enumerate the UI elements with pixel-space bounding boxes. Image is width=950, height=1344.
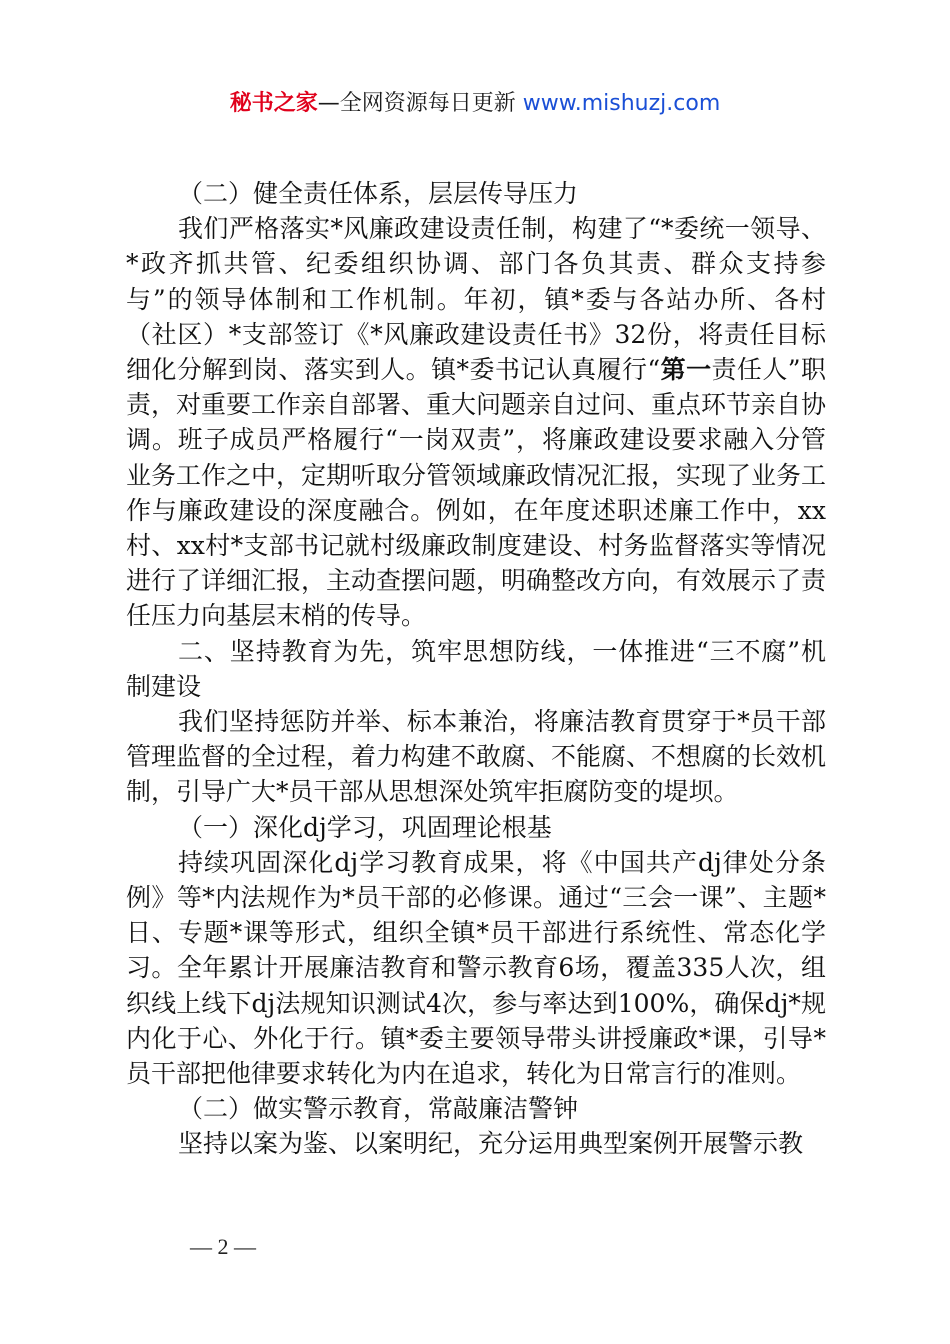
paragraph-text: 责任人”职责，对重要工作亲自部署、重大问题亲自过问、重点环节亲自协调。班子成员严格履行“一岗双责”，将廉政建设要求融入分管业务工作之中，定期听取分管领域廉政情况汇报，实现了业务工作与廉政建设的深度融合。例如，在年度述职述廉工作中，xx村、xx村*支部书记就村级廉政制度建设、村务监督落实等情况进行了详细汇报，主动查摆问题，明确整改方向，有效展示了责任压力向基层末梢的传导。 <box>126 355 827 631</box>
section-heading-study: （一）深化dj学习，巩固理论根基 <box>178 812 552 842</box>
section-heading-education: 二、坚持教育为先，筑牢思想防线，一体推进“三不腐”机制建设 <box>126 636 826 701</box>
document-body <box>126 176 826 1162</box>
page-number: — 2 — <box>190 1234 256 1259</box>
section-heading-responsibility: （二）健全责任体系，层层传导压力 <box>178 179 579 208</box>
site-url[interactable]: www.mishuzj.com <box>522 91 721 116</box>
paragraph-education-overview: 我们坚持惩防并举、标本兼治，将廉洁教育贯穿于*员干部管理监督的全过程，着力构建不敢腐、不能腐、不想腐的长效机制，引导广大*员干部从思想深处筑牢拒腐防变的堤坝。 <box>126 707 827 807</box>
paragraph-warning: 坚持以案为鉴、以案明纪，充分运用典型案例开展警示教 <box>178 1129 804 1159</box>
paragraph-study: 持续巩固深化dj学习教育成果，将《中国共产dj律处分条例》等*内法规作为*员干部的必修课。通过“三会一课”、主题*日、专题*课等形式，组织全镇*员干部进行系统性、常态化学习。全年累计开展廉洁教育和警示教育6场，覆盖335人次，组织线上线下dj法规知识测试4次，参与率达到100%，确保dj*规内化于心、外化于行。镇*委主要领导带头讲授廉政*课，引导*员干部把他律要求转化为内在追求，转化为日常言行的准则。 <box>126 847 826 1089</box>
paragraph-responsibility-system <box>126 211 826 633</box>
site-brand: 秘书之家 <box>229 91 318 116</box>
section-heading-warning: （二）做实警示教育，常敲廉洁警钟 <box>178 1094 579 1124</box>
site-banner <box>0 88 950 120</box>
site-tagline: —全网资源每日更新 <box>317 91 523 116</box>
paragraph-text: 我们严格落实*风廉政建设责任制，构建了“*委统一领导、*政齐抓共管、纪委组织协调、部门各负其责、群众支持参与”的领导体制和工作机制。年初，镇*委与各站办所、各村（社区）*支部签订《*风廉政建设责任书》32份，将责任目标细化分解到岗、落实到人。镇*委书记认真履行“ <box>126 214 826 385</box>
emphasis-text: 第一 <box>660 355 712 385</box>
